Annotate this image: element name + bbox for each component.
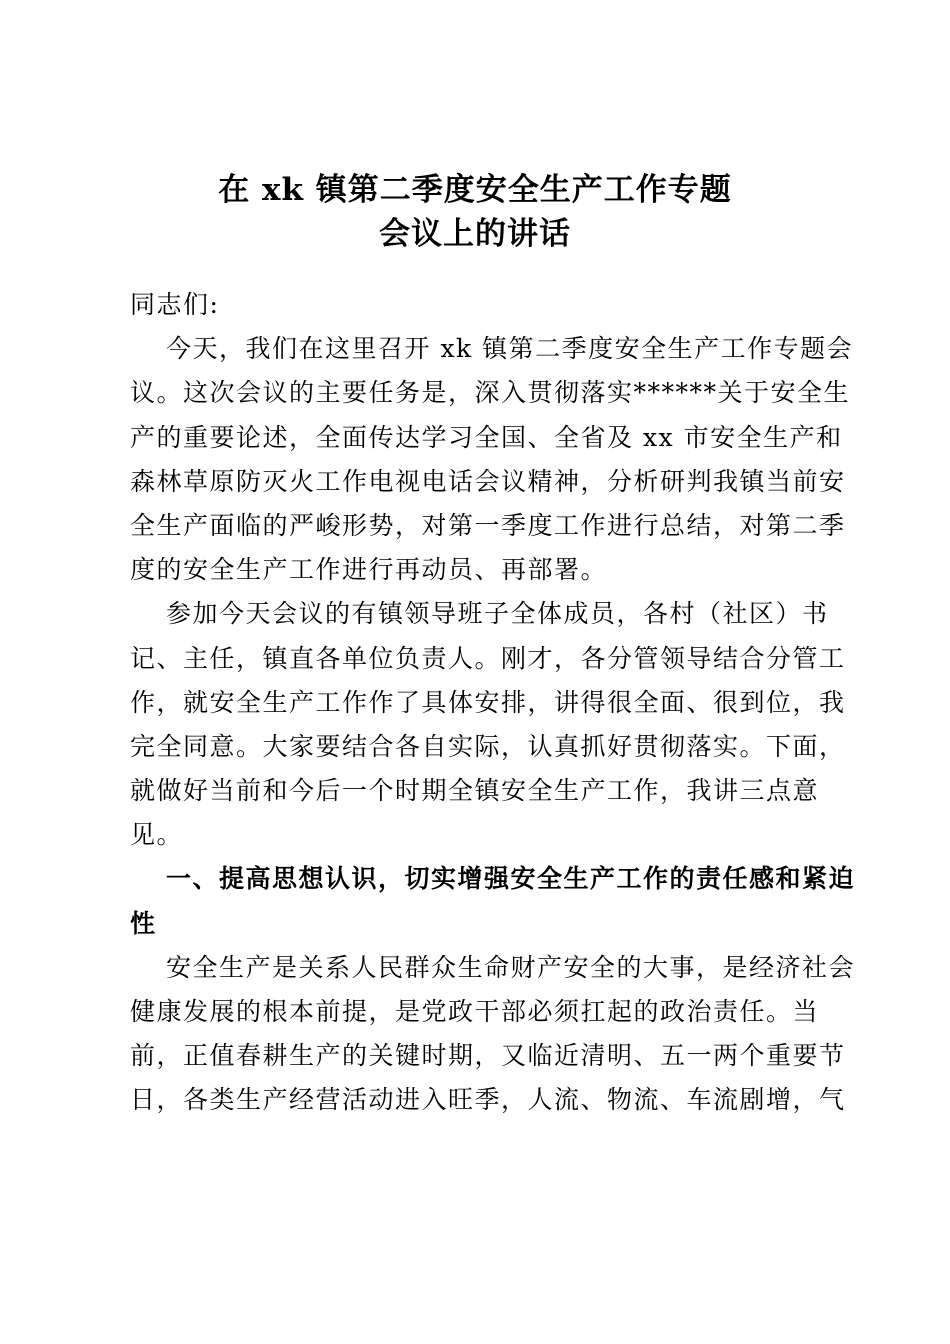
paragraph-line: 森林草原防灭火工作电视电话会议精神，分析研判我镇当前安 <box>130 466 846 496</box>
salutation: 同志们: <box>130 290 220 319</box>
paragraph-section-1 <box>130 946 856 1123</box>
paragraph-opening <box>130 327 854 592</box>
paragraph-line: 记、主任，镇直各单位负责人。刚才，各分管领导结合分管工 <box>130 643 846 673</box>
paragraph-line: 今天，我们在这里召开 xk 镇第二季度安全生产工作专题会 <box>166 334 854 364</box>
paragraph-line: 议。这次会议的主要任务是，深入贯彻落实******关于安全生 <box>130 378 851 408</box>
heading-line: 一、提高思想认识，切实增强安全生产工作的责任感和紧迫 <box>166 864 856 894</box>
document-title <box>0 168 950 256</box>
paragraph-line: 全生产面临的严峻形势，对第一季度工作进行总结，对第二季 <box>130 510 846 540</box>
section-heading-1 <box>130 857 856 945</box>
title-line-2: 会议上的讲话 <box>379 216 571 252</box>
paragraph-line: 就做好当前和今后一个时期全镇安全生产工作，我讲三点意 <box>130 776 820 806</box>
paragraph-line: 前，正值春耕生产的关键时期，又临近清明、五一两个重要节 <box>130 1041 846 1071</box>
paragraph-line: 作，就安全生产工作作了具体安排，讲得很全面、很到位，我 <box>130 687 846 717</box>
paragraph-line: 度的安全生产工作进行再动员、再部署。 <box>130 555 608 585</box>
document-body <box>130 283 856 1123</box>
paragraph-line: 健康发展的根本前提，是党政干部必须扛起的政治责任。当 <box>130 997 820 1026</box>
paragraph-line: 日，各类生产经营活动进入旺季，人流、物流、车流剧增，气 <box>130 1085 846 1115</box>
heading-line: 性 <box>130 908 157 938</box>
paragraph-line: 产的重要论述，全面传达学习全国、全省及 xx 市安全生产和 <box>130 422 843 452</box>
paragraph-line: 完全同意。大家要结合各自实际，认真抓好贯彻落实。下面， <box>130 731 846 761</box>
paragraph-attendees <box>130 592 846 857</box>
paragraph-line: 见。 <box>130 820 184 850</box>
paragraph-line: 安全生产是关系人民群众生命财产安全的大事，是经济社会 <box>166 952 856 982</box>
paragraph-line: 参加今天会议的有镇领导班子全体成员，各村（社区）书 <box>166 599 829 629</box>
title-line-1: 在 xk 镇第二季度安全生产工作专题 <box>218 172 732 208</box>
